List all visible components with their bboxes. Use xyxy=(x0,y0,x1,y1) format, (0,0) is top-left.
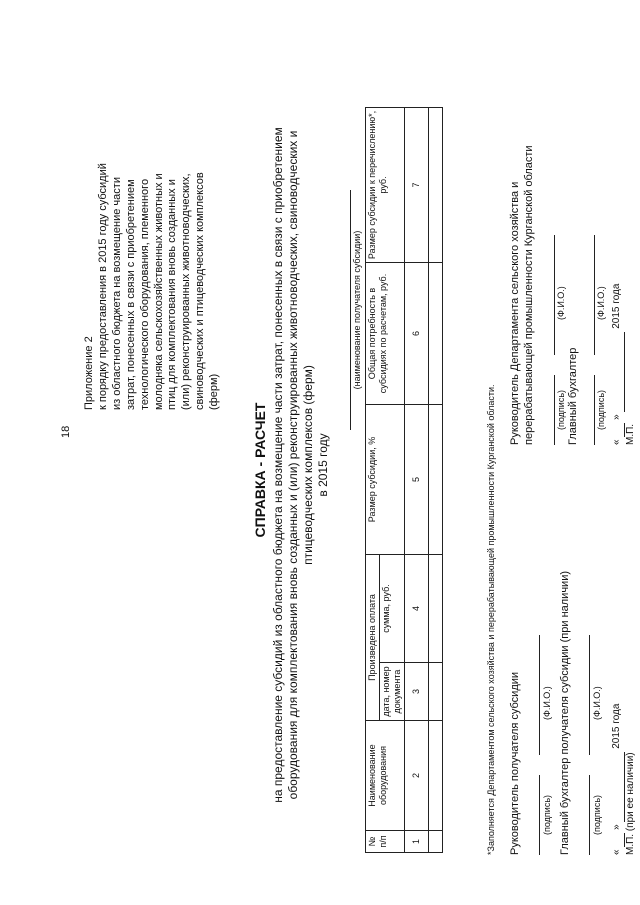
department-stamp: М.П. xyxy=(625,423,636,445)
header-transfer-amount: Размер субсидии к перечислению*, руб. xyxy=(366,107,405,262)
table-header-row xyxy=(366,107,380,852)
recipient-date xyxy=(610,704,625,855)
appendix-line: (или) реконструированных животноводческих, xyxy=(180,173,193,410)
table-cell[interactable] xyxy=(429,262,443,404)
date-day-field[interactable] xyxy=(610,833,625,847)
recipient-head-sign-line[interactable] xyxy=(539,775,540,855)
recipient-head-label: Руководитель получателя субсидии xyxy=(509,671,521,855)
header-sum: сумма, руб. xyxy=(380,554,405,662)
index-cell: 1 xyxy=(405,831,429,853)
table-index-row xyxy=(405,107,429,852)
index-cell: 7 xyxy=(405,107,429,262)
recipient-head-fio-line[interactable] xyxy=(539,635,540,755)
footnote: *Заполняется Департаментом сельского хозяйства и перерабатывающей промышленности Курганской области. xyxy=(486,384,496,855)
department-date xyxy=(610,284,625,445)
index-cell: 3 xyxy=(405,663,429,721)
fio-caption: (Ф.И.О.) xyxy=(592,686,602,720)
table-cell[interactable] xyxy=(429,721,443,831)
department-accountant-label: Главный бухгалтер xyxy=(567,347,579,445)
date-open-quote: « xyxy=(611,439,622,445)
rotated-document xyxy=(80,55,636,885)
department-head-line: Руководитель Департамента сельского хозяйства и xyxy=(509,181,521,445)
header-equipment-name: Наименование оборудования xyxy=(366,721,405,831)
recipient-stamp: М.П. (при ее наличии) xyxy=(625,752,636,855)
appendix-line: (ферм) xyxy=(208,373,221,410)
date-day-field[interactable] xyxy=(610,423,625,437)
department-head-fio-line[interactable] xyxy=(554,235,555,355)
table-cell[interactable] xyxy=(429,831,443,853)
header-date-doc: дата, номер документа xyxy=(380,663,405,721)
date-close-quote: » xyxy=(611,414,622,420)
recipient-caption: (наименование получателя субсидии) xyxy=(352,230,362,390)
sign-caption: (подпись) xyxy=(542,794,552,835)
appendix-line: Приложение 2 xyxy=(83,336,95,410)
sign-caption: (подпись) xyxy=(556,389,566,430)
page-number: 18 xyxy=(60,425,72,438)
date-year: 2015 года xyxy=(611,703,622,749)
recipient-accountant-label: Главный бухгалтер получателя субсидии (при наличии) xyxy=(559,570,571,855)
date-year: 2015 года xyxy=(611,283,622,329)
index-cell: 2 xyxy=(405,721,429,831)
department-head-line: перерабатывающей промышленности Курганской области xyxy=(523,145,535,445)
department-accountant-sign-line[interactable] xyxy=(594,375,595,445)
index-cell: 4 xyxy=(405,554,429,662)
subtitle-line: на предоставление субсидий из областного бюджета на возмещение части затрат, понесенных в связи с приобретением xyxy=(271,127,285,803)
header-total-need: Общая потребность в субсидиях по расчетам, руб. xyxy=(366,262,405,404)
department-head-label xyxy=(508,145,536,445)
recipient-accountant-sign-line[interactable] xyxy=(589,775,590,855)
department-head-sign-line[interactable] xyxy=(554,375,555,445)
header-payment-group: Произведена оплата xyxy=(366,554,380,720)
subtitle-line: оборудования для комплектования вновь созданных и (или) реконструированных животноводческих, свиноводческих и xyxy=(286,130,300,800)
date-open-quote: « xyxy=(611,849,622,855)
appendix-line: к порядку предоставления в 2015 году субсидий xyxy=(96,163,109,410)
date-month-field[interactable] xyxy=(610,752,625,822)
appendix-line: из областного бюджета на возмещение части xyxy=(110,177,123,410)
table-cell[interactable] xyxy=(429,554,443,662)
date-close-quote: » xyxy=(611,824,622,830)
appendix-block xyxy=(83,70,222,410)
appendix-line: свиноводческих и птицеводческих комплексов xyxy=(194,172,207,410)
table-row[interactable] xyxy=(429,107,443,852)
fio-caption: (Ф.И.О.) xyxy=(542,686,552,720)
table-cell[interactable] xyxy=(429,404,443,554)
appendix-line: молодняка сельскохозяйственных животных и xyxy=(152,173,165,410)
recipient-accountant-fio-line[interactable] xyxy=(589,635,590,755)
header-subsidy-rate: Размер субсидии, % xyxy=(366,404,405,554)
appendix-line: птиц для комплектования вновь созданных и xyxy=(166,179,179,410)
date-month-field[interactable] xyxy=(610,332,625,412)
document-subtitle xyxy=(271,65,331,865)
index-cell: 6 xyxy=(405,262,429,404)
table-cell[interactable] xyxy=(429,107,443,262)
appendix-line: затрат, понесенных в связи с приобретением xyxy=(124,179,137,410)
subtitle-line: птицеводческих комплексов (ферм) xyxy=(301,365,315,565)
header-num: № п/п xyxy=(366,831,405,853)
document-title: СПРАВКА - РАСЧЕТ xyxy=(252,402,268,538)
sign-caption: (подпись) xyxy=(592,794,602,835)
fio-caption: (Ф.И.О.) xyxy=(556,286,566,320)
sign-caption: (подпись) xyxy=(596,389,606,430)
recipient-name-line[interactable] xyxy=(350,190,351,430)
calculation-table xyxy=(365,107,443,853)
subtitle-line: в 2015 году xyxy=(316,433,330,497)
appendix-line: технологического оборудования, племенного xyxy=(138,178,151,410)
table-cell[interactable] xyxy=(429,663,443,721)
department-accountant-fio-line[interactable] xyxy=(594,235,595,355)
fio-caption: (Ф.И.О.) xyxy=(596,286,606,320)
index-cell: 5 xyxy=(405,404,429,554)
